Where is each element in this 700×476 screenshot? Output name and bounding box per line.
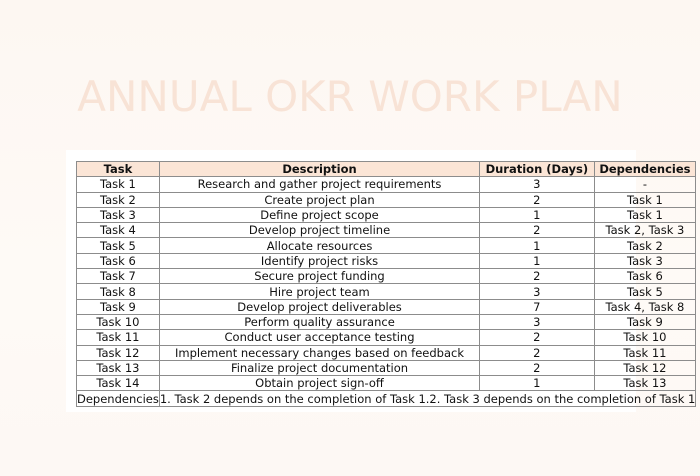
cell-dependencies: Task 3 [594, 253, 696, 268]
cell-dependencies: Task 2 [594, 238, 696, 253]
table-row [77, 223, 696, 238]
cell-description: Conduct user acceptance testing [159, 330, 479, 345]
table-row [77, 253, 696, 268]
cell-duration: 1 [480, 238, 594, 253]
cell-description: Develop project deliverables [159, 299, 479, 314]
cell-dependencies: Task 6 [594, 269, 696, 284]
cell-dependencies: Task 1 [594, 192, 696, 207]
cell-duration: 2 [480, 192, 594, 207]
work-plan-table [76, 161, 696, 407]
table-row [77, 376, 696, 391]
header-duration: Duration (Days) [480, 162, 594, 177]
table-row [77, 269, 696, 284]
cell-duration: 2 [480, 269, 594, 284]
cell-description: Obtain project sign-off [159, 376, 479, 391]
cell-dependencies: Task 5 [594, 284, 696, 299]
cell-dependencies: Task 13 [594, 376, 696, 391]
cell-description: Perform quality assurance [159, 314, 479, 329]
cell-dependencies: Task 4, Task 8 [594, 299, 696, 314]
table-row [77, 314, 696, 329]
cell-task: Task 6 [77, 253, 160, 268]
cell-description: Hire project team [159, 284, 479, 299]
table-row [77, 238, 696, 253]
cell-task: Task 11 [77, 330, 160, 345]
cell-duration: 1 [480, 376, 594, 391]
table-body [77, 177, 696, 406]
header-dependencies: Dependencies [594, 162, 696, 177]
cell-description: Implement necessary changes based on feedback [159, 345, 479, 360]
cell-task: Task 9 [77, 299, 160, 314]
page-title: ANNUAL OKR WORK PLAN [77, 72, 623, 121]
table-row [77, 360, 696, 375]
cell-duration: 2 [480, 223, 594, 238]
cell-description: Secure project funding [159, 269, 479, 284]
cell-task: Task 4 [77, 223, 160, 238]
header-row [77, 162, 696, 177]
cell-task: Task 10 [77, 314, 160, 329]
table-row [77, 345, 696, 360]
footer-row [77, 391, 696, 406]
cell-description: Create project plan [159, 192, 479, 207]
spreadsheet-sheet [66, 150, 696, 412]
cell-task: Task 1 [77, 177, 160, 192]
footer-note: 1. Task 2 depends on the completion of Task 1.2. Task 3 depends on the completion of Task 1 [159, 391, 696, 406]
header-description: Description [159, 162, 479, 177]
cell-dependencies: Task 11 [594, 345, 696, 360]
cell-dependencies: Task 2, Task 3 [594, 223, 696, 238]
cell-description: Allocate resources [159, 238, 479, 253]
table-row [77, 192, 696, 207]
cell-duration: 1 [480, 207, 594, 222]
cell-task: Task 2 [77, 192, 160, 207]
footer-label: Dependencies [77, 391, 159, 406]
cell-duration: 1 [480, 253, 594, 268]
cell-task: Task 5 [77, 238, 160, 253]
table-row [77, 299, 696, 314]
cell-task: Task 3 [77, 207, 160, 222]
cell-duration: 3 [480, 314, 594, 329]
cell-duration: 2 [480, 330, 594, 345]
cell-duration: 3 [480, 284, 594, 299]
cell-description: Identify project risks [159, 253, 479, 268]
table-row [77, 330, 696, 345]
cell-description: Finalize project documentation [159, 360, 479, 375]
cell-task: Task 14 [77, 376, 160, 391]
header-task: Task [77, 162, 160, 177]
cell-duration: 7 [480, 299, 594, 314]
cell-duration: 2 [480, 360, 594, 375]
cell-description: Define project scope [159, 207, 479, 222]
cell-dependencies: Task 10 [594, 330, 696, 345]
table-row [77, 207, 696, 222]
cell-dependencies: Task 12 [594, 360, 696, 375]
cell-duration: 3 [480, 177, 594, 192]
cell-dependencies: - [594, 177, 696, 192]
cell-description: Research and gather project requirements [159, 177, 479, 192]
cell-task: Task 13 [77, 360, 160, 375]
cell-task: Task 8 [77, 284, 160, 299]
cell-duration: 2 [480, 345, 594, 360]
table-row [77, 177, 696, 192]
cell-task: Task 12 [77, 345, 160, 360]
cell-dependencies: Task 1 [594, 207, 696, 222]
cell-task: Task 7 [77, 269, 160, 284]
cell-description: Develop project timeline [159, 223, 479, 238]
cell-dependencies: Task 9 [594, 314, 696, 329]
table-row [77, 284, 696, 299]
